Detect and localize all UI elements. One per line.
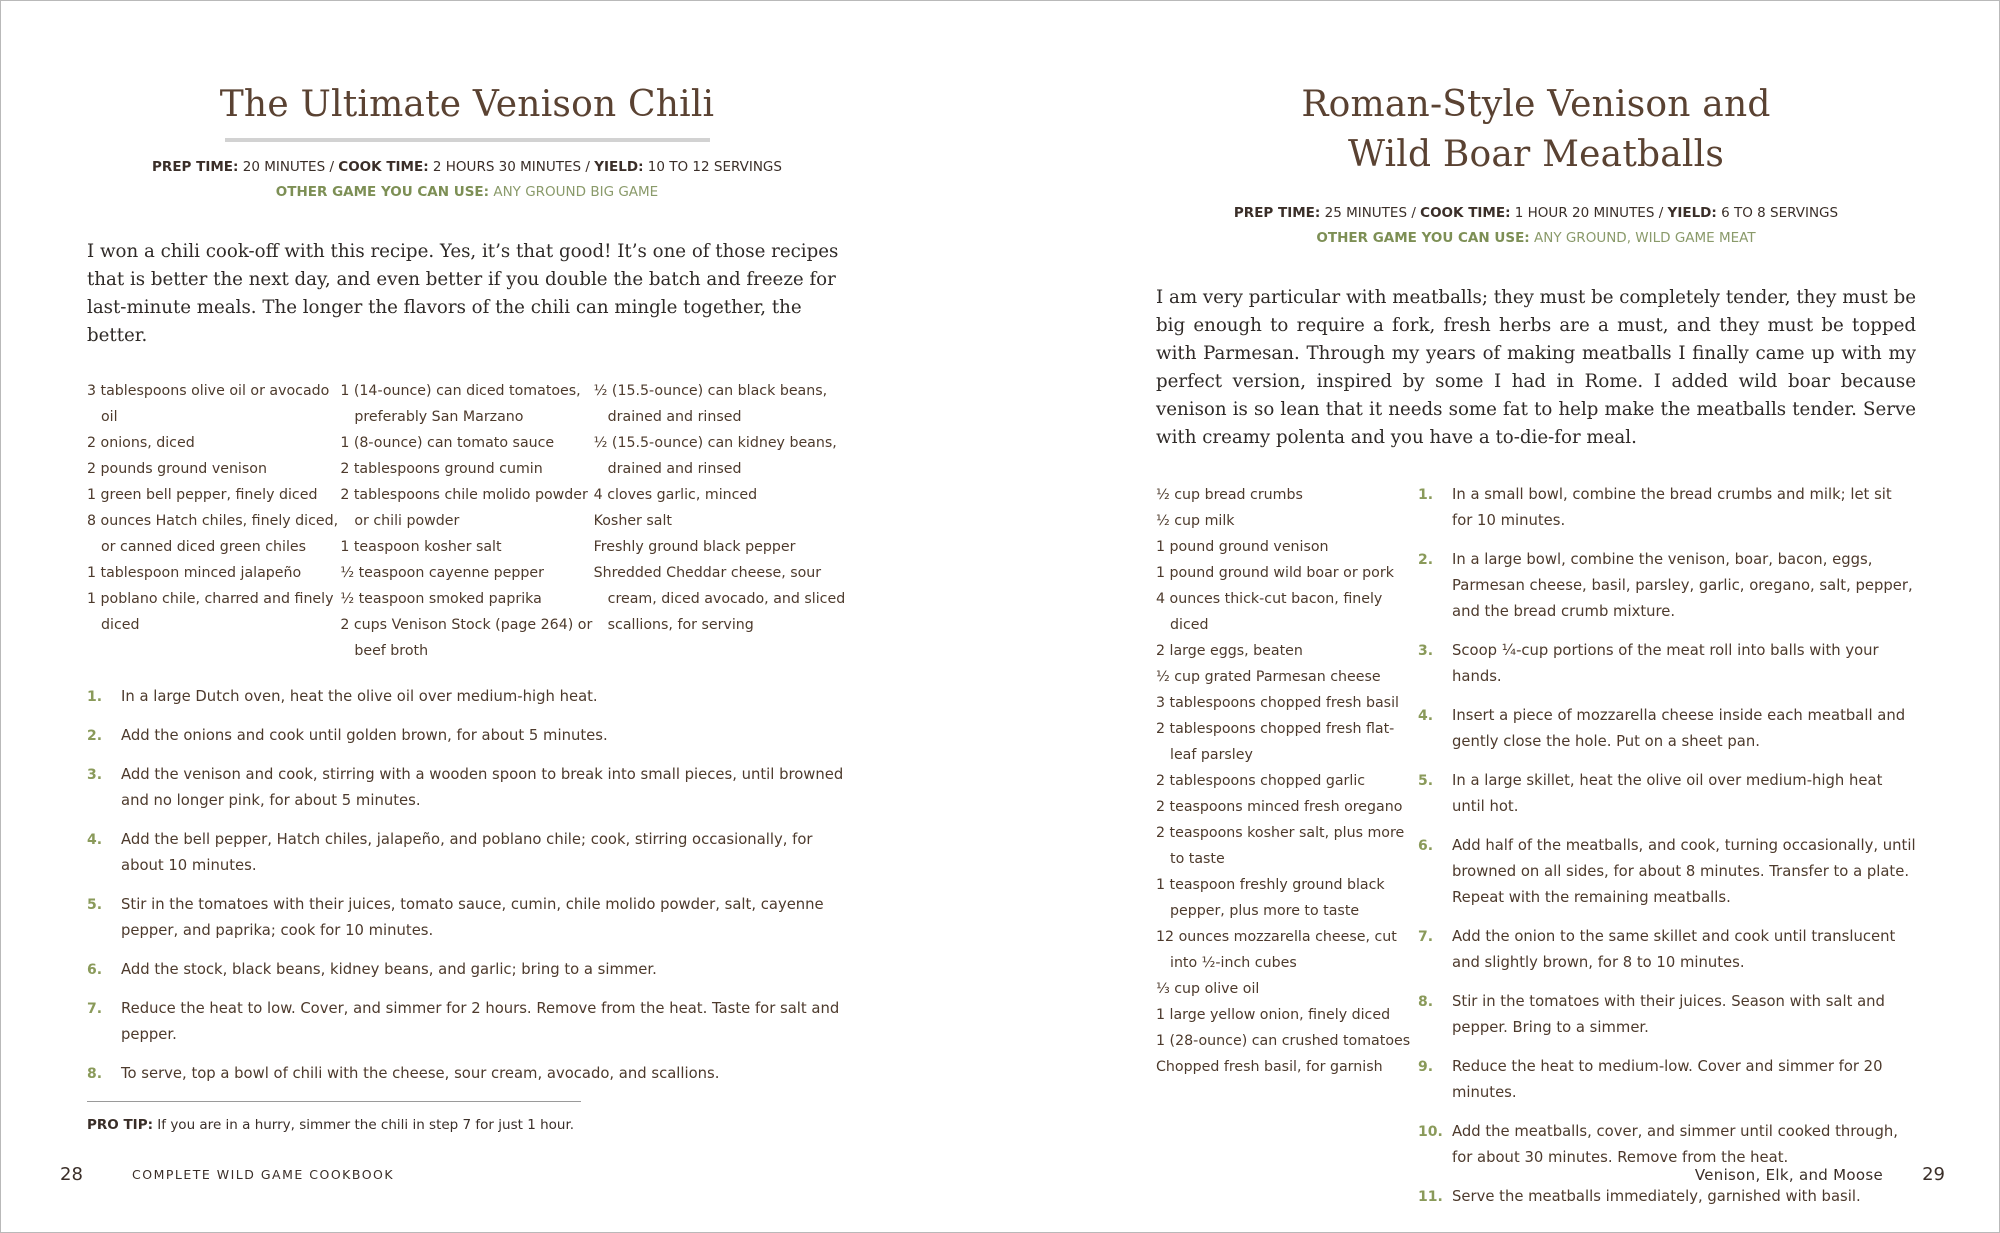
- step-text: Add the onions and cook until golden brown, for about 5 minutes.: [121, 727, 608, 744]
- step-text: Add the onion to the same skillet and cook until translucent and slightly brown, for 8 to 10 minutes.: [1452, 928, 1896, 971]
- ingredient: ⅓ cup olive oil: [1156, 981, 1260, 997]
- ingredient: 1 (28-ounce) can crushed tomatoes: [1156, 1033, 1411, 1049]
- ingredient: Freshly ground black pepper: [593, 539, 796, 555]
- step-number: 1.: [1418, 487, 1434, 503]
- right-page: [1156, 0, 1916, 1233]
- ingredients-column-2: [340, 378, 593, 664]
- recipe-title: Roman-Style Venison and Wild Boar Meatballs: [1301, 84, 1771, 175]
- ingredient: 2 pounds ground venison: [87, 461, 267, 477]
- step-number: 7.: [1418, 929, 1434, 945]
- other-game: OTHER GAME YOU CAN USE: ANY GROUND, WILD GAME MEAT: [1316, 230, 1756, 246]
- step-text: In a large Dutch oven, heat the olive oil over medium-high heat.: [121, 688, 598, 705]
- step-text: Insert a piece of mozzarella cheese inside each meatball and gently close the hole. Put on a sheet pan.: [1452, 707, 1906, 750]
- ingredient: 1 tablespoon minced jalapeño: [87, 565, 302, 581]
- ingredient: Shredded Cheddar cheese, sour cream, diced avocado, and sliced scallions, for serving: [593, 565, 846, 633]
- step-number: 10.: [1418, 1124, 1443, 1140]
- ingredient: 3 tablespoons olive oil or avocado oil: [87, 383, 330, 425]
- ingredient: 1 poblano chile, charred and finely diced: [87, 591, 334, 633]
- ingredient: 2 cups Venison Stock (page 264) or beef broth: [340, 617, 593, 659]
- recipe-title: The Ultimate Venison Chili: [219, 84, 715, 125]
- step-text: Add the stock, black beans, kidney beans, and garlic; bring to a simmer.: [121, 961, 657, 978]
- recipe-steps: [87, 684, 847, 1087]
- other-game: OTHER GAME YOU CAN USE: ANY GROUND BIG GAME: [275, 184, 659, 200]
- step-text: Serve the meatballs immediately, garnished with basil.: [1452, 1188, 1861, 1205]
- ingredient: ½ teaspoon smoked paprika: [340, 591, 542, 607]
- ingredient: 3 tablespoons chopped fresh basil: [1156, 695, 1399, 711]
- step-number: 7.: [87, 1001, 103, 1017]
- step-item: [1418, 547, 1916, 625]
- step-number: 2.: [87, 728, 103, 744]
- recipe-intro: I am very particular with meatballs; they must be completely tender, they must be big enough to require a fork, fresh herbs are a must, and they must be topped with Parmesan. Through my years of making meatballs I finally came up with my perfect version, inspired by some I had in Rome. I added wild boar because venison is so lean that it needs some fat to help make the meatballs tender. Serve with creamy polenta and you have a to-die-for meal.: [1156, 287, 1916, 448]
- ingredient: ½ teaspoon cayenne pepper: [340, 565, 544, 581]
- step-number: 1.: [87, 689, 103, 705]
- recipe-intro: I won a chili cook-off with this recipe. Yes, it’s that good! It’s one of those recipes that is better the next day, and even better if you double the batch and freeze for last-minute meals. The longer the flavors of the chili can mingle together, the better.: [87, 241, 839, 346]
- ingredient: 1 (8-ounce) can tomato sauce: [340, 435, 555, 451]
- ingredient: 2 tablespoons chopped fresh flat-leaf parsley: [1156, 721, 1395, 763]
- ingredient: 4 ounces thick-cut bacon, finely diced: [1156, 591, 1383, 633]
- step-number: 8.: [87, 1066, 103, 1082]
- ingredient: 1 pound ground venison: [1156, 539, 1329, 555]
- ingredient: 4 cloves garlic, minced: [593, 487, 758, 503]
- step-text: Add the bell pepper, Hatch chiles, jalapeño, and poblano chile; cook, stirring occasionally, for about 10 minutes.: [121, 831, 813, 874]
- step-item: [1418, 638, 1916, 690]
- ingredient: 2 large eggs, beaten: [1156, 643, 1303, 659]
- ingredient: Kosher salt: [593, 513, 672, 529]
- ingredient: 1 teaspoon kosher salt: [340, 539, 502, 555]
- ingredient: Chopped fresh basil, for garnish: [1156, 1059, 1383, 1075]
- step-number: 3.: [1418, 643, 1434, 659]
- step-text: Stir in the tomatoes with their juices, tomato sauce, cumin, chile molido powder, salt, cayenne pepper, and paprika; cook for 10 minutes.: [121, 896, 824, 939]
- step-number: 4.: [87, 832, 103, 848]
- step-text: Add the meatballs, cover, and simmer until cooked through, for about 30 minutes. Remove from the heat.: [1452, 1123, 1898, 1166]
- step-item: [1418, 703, 1916, 755]
- ingredient: 2 tablespoons ground cumin: [340, 461, 543, 477]
- ingredient: 1 green bell pepper, finely diced: [87, 487, 318, 503]
- step-item: [87, 723, 847, 749]
- step-number: 8.: [1418, 994, 1434, 1010]
- step-number: 9.: [1418, 1059, 1434, 1075]
- step-number: 5.: [1418, 773, 1434, 789]
- ingredient: 2 tablespoons chopped garlic: [1156, 773, 1366, 789]
- right-footer: [1445, 1160, 1945, 1190]
- step-item: [87, 996, 847, 1048]
- left-footer: [60, 1160, 560, 1190]
- step-item: [87, 1061, 847, 1087]
- recipe-times: PREP TIME: 25 MINUTES / COOK TIME: 1 HOUR 20 MINUTES / YIELD: 6 TO 8 SERVINGS: [1233, 205, 1839, 221]
- step-text: Stir in the tomatoes with their juices. Season with salt and pepper. Bring to a simmer.: [1452, 993, 1885, 1036]
- step-item: [87, 892, 847, 944]
- step-text: Scoop ¼-cup portions of the meat roll into balls with your hands.: [1452, 642, 1879, 685]
- ingredients: [87, 378, 847, 664]
- recipe-times: PREP TIME: 20 MINUTES / COOK TIME: 2 HOURS 30 MINUTES / YIELD: 10 TO 12 SERVINGS: [152, 159, 782, 175]
- step-text: In a small bowl, combine the bread crumbs and milk; let sit for 10 minutes.: [1452, 486, 1892, 529]
- title-underline: [225, 138, 710, 142]
- step-text: In a large bowl, combine the venison, boar, bacon, eggs, Parmesan cheese, basil, parsley, garlic, oregano, salt, pepper, and the bread crumb mixture.: [1452, 551, 1913, 620]
- page-number: 29: [1922, 1164, 1945, 1185]
- running-head: Venison, Elk, and Moose: [1694, 1166, 1883, 1184]
- recipe-steps: [1418, 482, 1916, 1223]
- ingredient: ½ cup bread crumbs: [1156, 487, 1303, 503]
- running-head: COMPLETE WILD GAME COOKBOOK: [132, 1167, 395, 1182]
- step-text: Add the venison and cook, stirring with a wooden spoon to break into small pieces, until browned and no longer pink, for about 5 minutes.: [121, 766, 844, 809]
- ingredient: 1 large yellow onion, finely diced: [1156, 1007, 1391, 1023]
- step-item: [1418, 833, 1916, 911]
- step-number: 6.: [87, 962, 103, 978]
- ingredient: ½ (15.5-ounce) can kidney beans, drained and rinsed: [593, 435, 837, 477]
- pro-tip: PRO TIP: If you are in a hurry, simmer the chili in step 7 for just 1 hour.: [87, 1117, 575, 1133]
- step-text: To serve, top a bowl of chili with the cheese, sour cream, avocado, and scallions.: [121, 1065, 720, 1082]
- step-number: 2.: [1418, 552, 1434, 568]
- ingredients-column-1: [87, 378, 340, 664]
- step-text: Add half of the meatballs, and cook, turning occasionally, until browned on all sides, for about 8 minutes. Transfer to a plate. Repeat with the remaining meatballs.: [1452, 837, 1916, 906]
- ingredients: [1156, 482, 1418, 1223]
- step-text: Reduce the heat to medium-low. Cover and simmer for 20 minutes.: [1452, 1058, 1883, 1101]
- ingredient: 1 (14-ounce) can diced tomatoes, preferably San Marzano: [340, 383, 581, 425]
- step-number: 5.: [87, 897, 103, 913]
- step-item: [1418, 1054, 1916, 1106]
- page-number: 28: [60, 1164, 83, 1185]
- step-item: [87, 684, 847, 710]
- recipe-body: [1156, 482, 1916, 1223]
- ingredient: ½ (15.5-ounce) can black beans, drained and rinsed: [593, 383, 828, 425]
- ingredient: ½ cup milk: [1156, 513, 1235, 529]
- ingredient: 1 teaspoon freshly ground black pepper, plus more to taste: [1156, 877, 1385, 919]
- step-number: 11.: [1418, 1189, 1443, 1205]
- ingredient: 2 onions, diced: [87, 435, 195, 451]
- step-number: 4.: [1418, 708, 1434, 724]
- ingredient: 8 ounces Hatch chiles, finely diced, or canned diced green chiles: [87, 513, 339, 555]
- ingredient: 2 teaspoons minced fresh oregano: [1156, 799, 1403, 815]
- step-item: [1418, 482, 1916, 534]
- left-page: [87, 0, 847, 1233]
- step-item: [87, 827, 847, 879]
- step-item: [87, 762, 847, 814]
- step-text: Reduce the heat to low. Cover, and simmer for 2 hours. Remove from the heat. Taste for salt and pepper.: [121, 1000, 840, 1043]
- ingredient: 2 tablespoons chile molido powder or chili powder: [340, 487, 588, 529]
- ingredients-column-3: [594, 378, 847, 664]
- protip-divider: [87, 1101, 581, 1102]
- step-item: [87, 957, 847, 983]
- step-item: [1418, 989, 1916, 1041]
- ingredient: 12 ounces mozzarella cheese, cut into ½-inch cubes: [1156, 929, 1397, 971]
- step-number: 3.: [87, 767, 103, 783]
- step-item: [1418, 768, 1916, 820]
- step-number: 6.: [1418, 838, 1434, 854]
- ingredient: ½ cup grated Parmesan cheese: [1156, 669, 1381, 685]
- ingredient: 1 pound ground wild boar or pork: [1156, 565, 1394, 581]
- step-text: In a large skillet, heat the olive oil over medium-high heat until hot.: [1452, 772, 1883, 815]
- ingredient: 2 teaspoons kosher salt, plus more to taste: [1156, 825, 1405, 867]
- step-item: [1418, 924, 1916, 976]
